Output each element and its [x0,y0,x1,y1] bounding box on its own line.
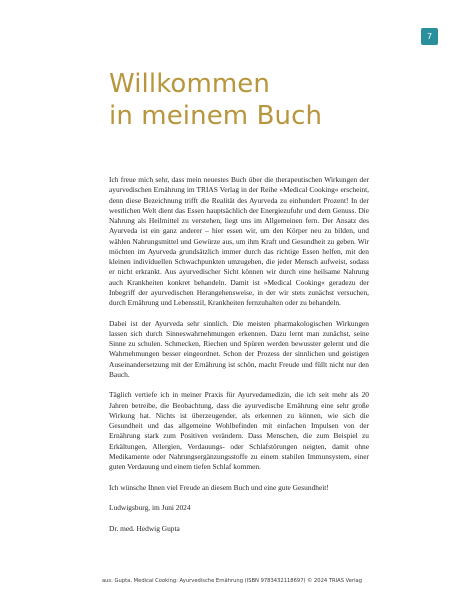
source-footer: aus: Gupta, Medical Cooking: Ayurvedische Ernährung (ISBN 9783432118697) © 2024 TRIAS Verlag [101,578,363,584]
page-title-line-2: in meinem Buch [109,101,323,131]
page-title [109,68,322,132]
paragraph-practice: Täglich vertiefe ich in meiner Praxis für Ayurvedamedizin, die ich seit mehr als 20 Jahren betreibe, die Beobachtung, dass die ayurvedische Ernährung eine sehr große Wirkung hat. Nichts ist überzeugender, als erkennen zu können, wie sich die Gesundheit und das allgemeine Wohlbefinden mit einfachen Impulsen von der Ernährung stark zum Positiven verändern. Dass Menschen, die zum Beispiel zu Erkältungen, Allergien, Verdauungs- oder Schlafstörungen neigten, damit ohne Medikamente oder Nahrungsergänzungsstoffe zu einem stabilen Immunsystem, einer guten Verdauung und einem tiefen Schlaf kommen. [109,390,369,471]
page-number-badge: 7 [421,28,438,45]
page-title-line-1: Willkommen [109,69,270,99]
paragraph-wishes: Ich wünsche Ihnen viel Freude an diesem Buch und eine gute Gesundheit! [109,482,329,492]
paragraph-intro: Ich freue mich sehr, dass mein neuestes Buch über die therapeutischen Wirkungen der ayurvedischen Ernährung im TRIAS Verlag in der Reihe »Medical Cooking« erscheint, denn diese Bezeichnung trifft die Realität des Ayurveda zu einhundert Prozent! In der westlichen Welt dient das Essen hauptsächlich der Energiezufuhr und dem Genuss. Die Nahrung als Heilmittel zu verstehen, liegt uns im Allgemeinen fern. Der Ansatz des Ayurveda ist ein ganz anderer – hier essen wir, um den Körper neu zu bilden, und wählen Nahrungsmittel und Gewürze aus, um ihm Kraft und Gesundheit zu geben. Wir möchten im Ayurveda grundsätzlich immer durch das richtige Essen helfen, mit den kleinen individuellen Schwachpunkten umzugehen, die jeder Mensch aufweist, sodass er nicht erkrankt. Aus ayurvedischer Sicht können wir durch eine heilsame Nahrung auch Krankheiten konkret behandeln. Damit ist »Medical Cooking« geradezu der Inbegriff der ayurvedischen Herangehensweise, in der wir stets zunächst versuchen, durch Ernährung und Lebensstil, Krankheiten fernzuhalten oder zu behandeln. [109,175,369,307]
place-date: Ludwigsburg, im Juni 2024 [109,503,191,512]
signature-name: Dr. med. Hedwig Gupta [109,523,180,533]
body-text [109,175,369,534]
paragraph-senses: Dabei ist der Ayurveda sehr sinnlich. Die meisten pharmakologischen Wirkungen lassen sich durch Sinneswahrnehmungen erkennen. Dazu lernt man zunächst, seine Sinne zu schulen. Schmecken, Riechen und Spüren werden bewusster gelernt und die Wahrnehmungen besser eingeordnet. Schon der Prozess der sinnlichen und geistigen Auseinandersetzung mit der Ernährung ist schön, macht Freude und füllt nicht nur den Bauch. [109,318,369,379]
